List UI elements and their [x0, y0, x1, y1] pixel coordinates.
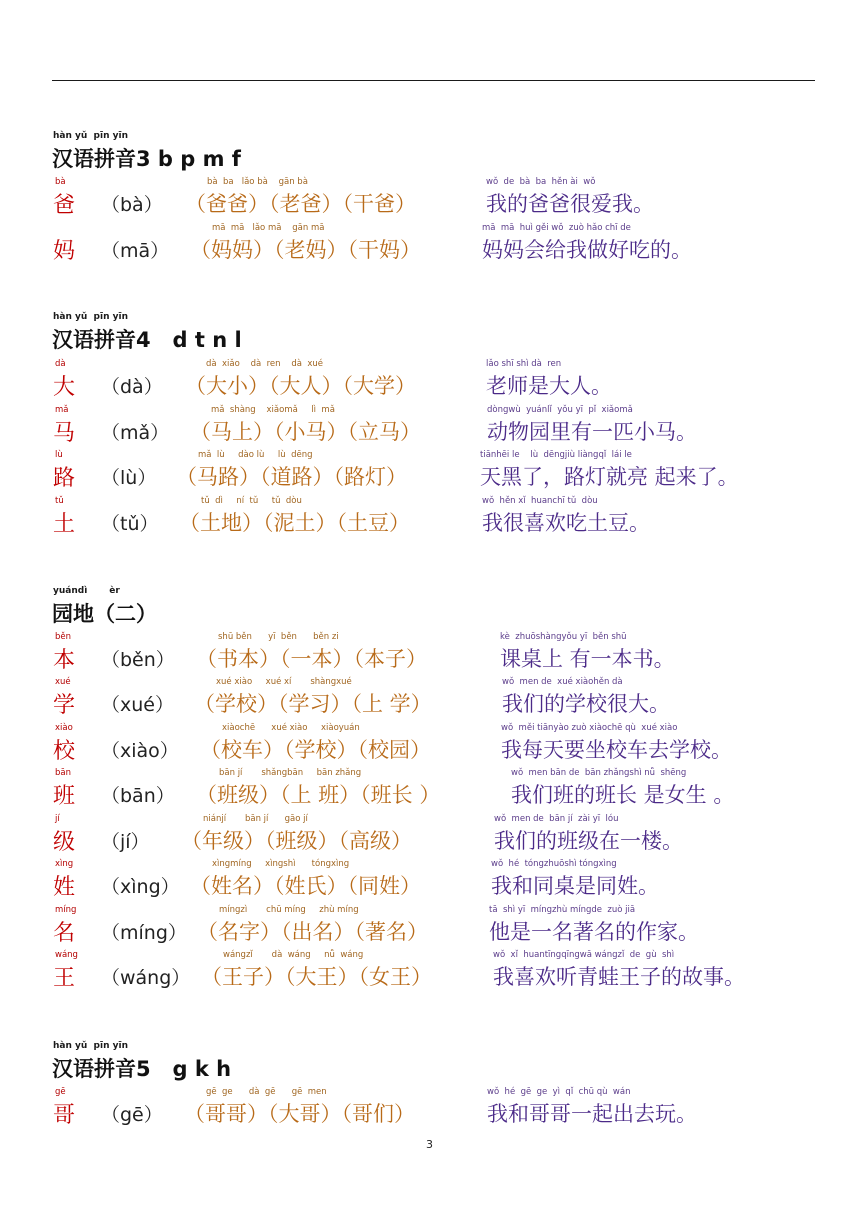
section-header-pinyin: hàn yǔ pīn yīn — [53, 1041, 128, 1051]
vocab-row — [0, 405, 868, 451]
sentence-pinyin: wǒ měi tiānyào zuò xiàochē qù xué xiào — [501, 723, 678, 733]
sentence-pinyin: tā shì yī míngzhù míngde zuò jiā — [489, 905, 636, 915]
section-header: 园地（二） — [52, 602, 157, 626]
sentence-pinyin: wǒ hé tóngzhuōshì tóngxìng — [491, 859, 617, 869]
vocab-row — [0, 905, 868, 951]
character: 王 — [53, 966, 76, 991]
words: （书本）（一本）（本子） — [196, 647, 427, 671]
character: 路 — [53, 466, 76, 491]
sentence-pinyin: wǒ de bà ba hěn ài wǒ — [486, 177, 596, 187]
character: 名 — [53, 921, 76, 946]
syllable: （míng） — [101, 922, 187, 944]
vocab-row — [0, 950, 868, 996]
sentence: 天黑了，路灯就亮 起来了。 — [480, 465, 739, 489]
words-pinyin: míngzì chū míng zhù míng — [219, 905, 359, 915]
words-pinyin: xiàochē xué xiào xiàoyuán — [222, 723, 360, 733]
character: 马 — [53, 421, 76, 446]
sentence-pinyin: wǒ xǐ huantīngqīngwā wángzǐ de gù shì — [493, 950, 675, 960]
char-pinyin: dà — [55, 359, 66, 369]
vocab-row — [0, 768, 868, 814]
page-number: 3 — [426, 1138, 433, 1151]
character: 班 — [53, 784, 76, 809]
sentence-pinyin: wǒ men de bān jí zài yī lóu — [494, 814, 619, 824]
words-pinyin: xué xiào xué xí shàngxué — [216, 677, 352, 687]
sentence: 动物园里有一匹小马。 — [487, 420, 697, 444]
words-pinyin: dà xiǎo dà ren dà xué — [206, 359, 324, 369]
words: （马路）（道路）（路灯） — [176, 465, 407, 489]
syllable: （mǎ） — [101, 422, 170, 444]
section-header-pinyin: hàn yǔ pīn yīn — [53, 131, 128, 141]
vocab-row — [0, 359, 868, 405]
vocab-row — [0, 814, 868, 860]
char-pinyin: gē — [55, 1087, 66, 1097]
character: 学 — [53, 693, 76, 718]
sentence: 我们班的班长 是女生 。 — [511, 783, 735, 807]
character: 级 — [53, 830, 76, 855]
vocab-row — [0, 632, 868, 678]
syllable: （lù） — [101, 467, 157, 489]
sentence: 我们的班级在一楼。 — [494, 829, 683, 853]
char-pinyin: xìng — [55, 859, 74, 869]
char-pinyin: bà — [55, 177, 66, 187]
sentence: 我每天要坐校车去学校。 — [501, 738, 732, 762]
words: （姓名）（姓氏）（同姓） — [190, 874, 421, 898]
character: 土 — [53, 512, 76, 537]
words: （名字）（出名）（著名） — [197, 920, 428, 944]
vocab-row — [0, 677, 868, 723]
character: 爸 — [53, 193, 76, 218]
words-pinyin: xìngmíng xìngshì tóngxìng — [212, 859, 350, 869]
words: （爸爸）（老爸）（干爸） — [185, 192, 416, 216]
sentence-pinyin: wǒ hěn xǐ huanchī tǔ dòu — [482, 496, 598, 506]
sentence-pinyin: wǒ men de xué xiàohěn dà — [502, 677, 623, 687]
vocab-row — [0, 1087, 868, 1133]
character: 大 — [53, 375, 76, 400]
words: （校车）（学校）（校园） — [200, 738, 431, 762]
sentence: 我的爸爸很爱我。 — [486, 192, 654, 216]
character: 姓 — [53, 875, 76, 900]
sentence: 老师是大人。 — [486, 374, 612, 398]
words: （年级）（班级）（高级） — [181, 829, 412, 853]
section-header: 汉语拼音3 b p m f — [52, 147, 241, 171]
words: （学校）（学习）（上 学） — [194, 692, 432, 716]
words: （妈妈）（老妈）（干妈） — [190, 238, 421, 262]
sentence-pinyin: wǒ men bān de bān zhǎngshì nǚ shēng — [511, 768, 687, 778]
char-pinyin: běn — [55, 632, 72, 642]
words-pinyin: shū běn yī běn běn zi — [218, 632, 339, 642]
syllable: （jí） — [101, 831, 150, 853]
syllable: （dà） — [101, 376, 163, 398]
character: 哥 — [53, 1103, 76, 1128]
sentence: 他是一名著名的作家。 — [489, 920, 699, 944]
sentence: 课桌上 有一本书。 — [500, 647, 675, 671]
character: 妈 — [53, 239, 76, 264]
words: （土地）（泥土）（土豆） — [179, 511, 410, 535]
character: 本 — [53, 648, 76, 673]
sentence: 我们的学校很大。 — [502, 692, 670, 716]
syllable: （bān） — [101, 785, 175, 807]
words: （王子）（大王）（女王） — [201, 965, 432, 989]
char-pinyin: míng — [55, 905, 77, 915]
syllable: （wáng） — [101, 967, 191, 989]
sentence: 妈妈会给我做好吃的。 — [482, 238, 692, 262]
char-pinyin: xiào — [55, 723, 73, 733]
words-pinyin: wángzǐ dà wáng nǚ wáng — [223, 950, 364, 960]
vocab-row — [0, 450, 868, 496]
vocab-row — [0, 723, 868, 769]
vocab-row — [0, 177, 868, 223]
words-pinyin: gē ge dà gē gē men — [206, 1087, 327, 1097]
char-pinyin: jí — [55, 814, 60, 824]
character: 校 — [53, 739, 76, 764]
char-pinyin: wáng — [55, 950, 78, 960]
vocab-row — [0, 223, 868, 269]
sentence: 我和同桌是同姓。 — [491, 874, 659, 898]
words-pinyin: mǎ lù dào lù lù dēng — [198, 450, 313, 460]
syllable: （gē） — [101, 1104, 163, 1126]
words-pinyin: mǎ shàng xiǎomǎ lì mǎ — [211, 405, 335, 415]
words: （大小）（大人）（大学） — [185, 374, 416, 398]
char-pinyin: mǎ — [55, 405, 69, 415]
char-pinyin: xué — [55, 677, 71, 687]
vocab-row — [0, 859, 868, 905]
sentence-pinyin: lǎo shī shì dà ren — [486, 359, 562, 369]
sentence-pinyin: tiānhēi le lù dēngjiù liàngqǐ lái le — [480, 450, 632, 460]
sentence-pinyin: kè zhuōshàngyǒu yī běn shū — [500, 632, 627, 642]
words: （哥哥）（大哥）（哥们） — [184, 1102, 415, 1126]
sentence-pinyin: wǒ hé gē ge yì qǐ chū qù wán — [487, 1087, 631, 1097]
section-header: 汉语拼音4 d t n l — [52, 328, 242, 352]
char-pinyin: tǔ — [55, 496, 64, 506]
words-pinyin: mā mā lǎo mā gān mā — [212, 223, 325, 233]
sentence: 我和哥哥一起出去玩。 — [487, 1102, 697, 1126]
sentence: 我喜欢听青蛙王子的故事。 — [493, 965, 745, 989]
char-pinyin: bān — [55, 768, 71, 778]
vocab-row — [0, 496, 868, 542]
sentence: 我很喜欢吃土豆。 — [482, 511, 650, 535]
section-header: 汉语拼音5 g k h — [52, 1057, 232, 1081]
syllable: （xué） — [101, 694, 174, 716]
syllable: （xiào） — [101, 740, 179, 762]
words-pinyin: bà ba lǎo bà gān bà — [207, 177, 308, 187]
char-pinyin: lù — [55, 450, 63, 460]
words-pinyin: niánjí bān jí gāo jí — [203, 814, 308, 824]
syllable: （tǔ） — [101, 513, 159, 535]
syllable: （xìng） — [101, 876, 180, 898]
sentence-pinyin: mā mā huì gěi wǒ zuò hǎo chī de — [482, 223, 631, 233]
words-pinyin: tǔ dì ní tǔ tǔ dòu — [201, 496, 302, 506]
section-header-pinyin: yuándì èr — [53, 586, 120, 596]
sentence-pinyin: dòngwù yuánlǐ yǒu yī pǐ xiǎomǎ — [487, 405, 633, 415]
syllable: （běn） — [101, 649, 175, 671]
syllable: （bà） — [101, 194, 163, 216]
words: （班级）（上 班）（班长 ） — [196, 783, 441, 807]
top-rule — [52, 80, 815, 81]
syllable: （mā） — [101, 240, 170, 262]
words-pinyin: bān jí shǎngbān bān zhǎng — [219, 768, 362, 778]
words: （马上）（小马）（立马） — [190, 420, 421, 444]
section-header-pinyin: hàn yǔ pīn yīn — [53, 312, 128, 322]
